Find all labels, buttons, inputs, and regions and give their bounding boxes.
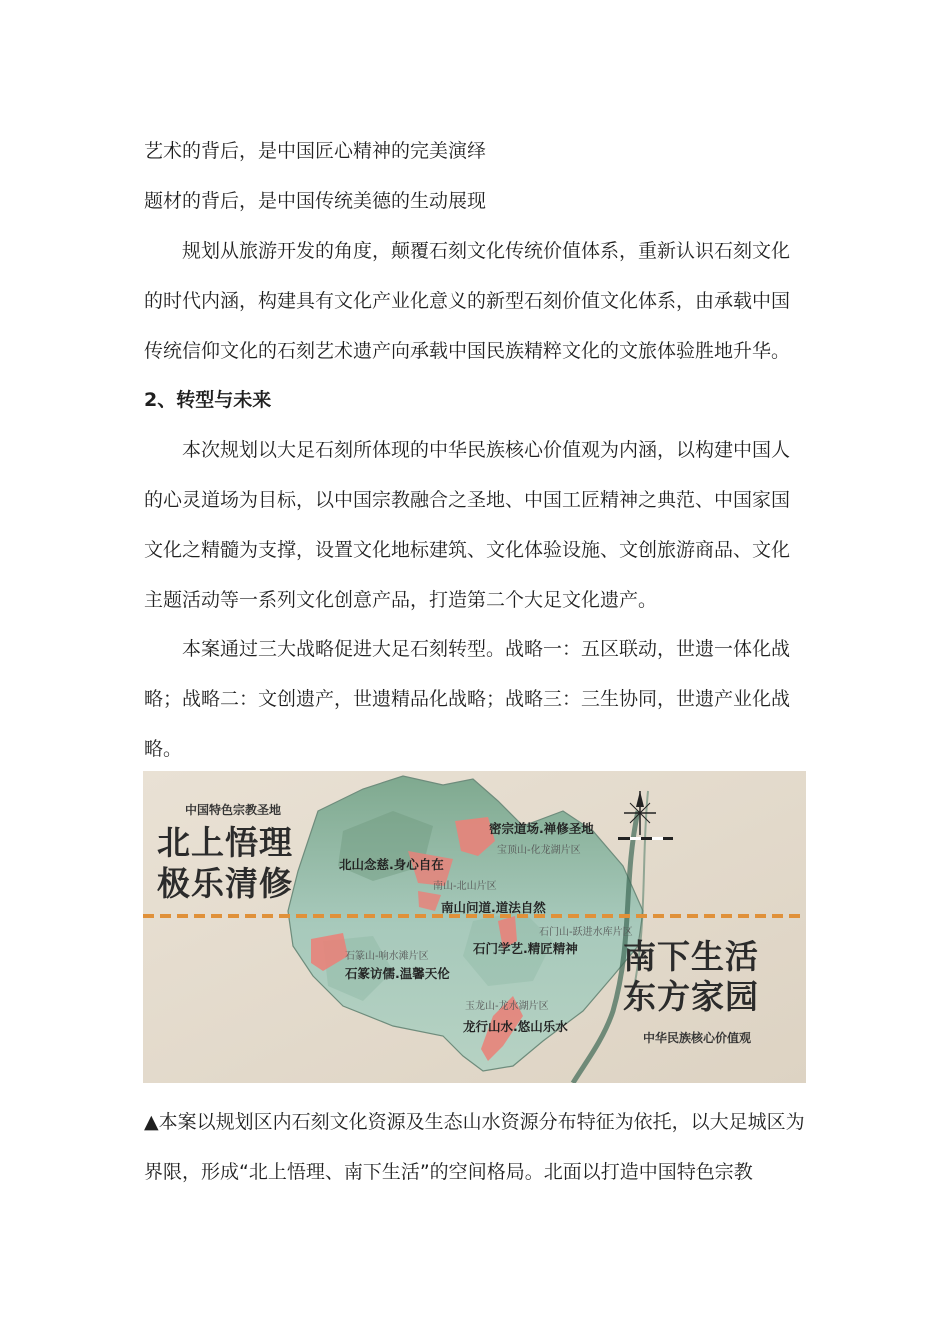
zone-yulong-sub: 玉龙山-龙水湖片区 bbox=[465, 1001, 549, 1012]
zone-baoding-title: 密宗道场.禅修圣地 bbox=[489, 821, 594, 836]
zone-shizhuan-title: 石篆访儒.温馨天伦 bbox=[345, 966, 450, 981]
north-title-2: 极乐清修 bbox=[157, 864, 293, 903]
zone-shimen-title: 石门学艺.精匠精神 bbox=[473, 941, 578, 956]
planning-map bbox=[143, 771, 806, 1083]
zone-baoding-sub: 宝顶山-化龙湖片区 bbox=[497, 845, 581, 856]
south-title-2: 东方家园 bbox=[623, 977, 759, 1016]
zone-nanshan-title: 南山问道.道法自然 bbox=[441, 900, 546, 915]
south-tag: 中华民族核心价值观 bbox=[643, 1031, 752, 1045]
zone-yulong-title: 龙行山水.悠山乐水 bbox=[463, 1019, 568, 1034]
zone-nanshan-sub: 南山-北山片区 bbox=[433, 881, 497, 892]
section-heading: 2、转型与未来 bbox=[144, 389, 272, 411]
intro-line-1: 艺术的背后，是中国匠心精神的完美演绎 bbox=[144, 140, 487, 162]
zone-shizhuan-sub: 石篆山-响水滩片区 bbox=[345, 951, 429, 962]
north-title-1: 北上悟理 bbox=[157, 823, 293, 862]
south-title-1: 南下生活 bbox=[623, 937, 759, 976]
zone-beishan-title: 北山念慈.身心自在 bbox=[339, 857, 444, 872]
paragraph-3: 本案通过三大战略促进大足石刻转型。战略一：五区联动，世遗一体化战略；战略二：文创遗产，世遗精品化战略；战略三：三生协同，世遗产业化战略。 bbox=[144, 638, 791, 760]
zone-shimen-sub: 石门山-跃进水库片区 bbox=[539, 927, 633, 938]
scale-bar-icon bbox=[618, 837, 673, 840]
intro-line-2: 题材的背后，是中国传统美德的生动展现 bbox=[144, 190, 487, 212]
figure-caption: ▲本案以规划区内石刻文化资源及生态山水资源分布特征为依托，以大足城区为界限，形成“北上悟理、南下生活”的空间格局。北面以打造中国特色宗教 bbox=[144, 1111, 805, 1183]
paragraph-2: 本次规划以大足石刻所体现的中华民族核心价值观为内涵，以构建中国人的心灵道场为目标，以中国宗教融合之圣地、中国工匠精神之典范、中国家国文化之精髓为支撑，设置文化地标建筑、文化体验设施、文创旅游商品、文化主题活动等一系列文化创意产品，打造第二个大足文化遗产。 bbox=[144, 439, 791, 611]
north-tag: 中国特色宗教圣地 bbox=[185, 803, 282, 817]
paragraph-1: 规划从旅游开发的角度，颠覆石刻文化传统价值体系，重新认识石刻文化的时代内涵，构建具有文化产业化意义的新型石刻价值文化体系，由承载中国传统信仰文化的石刻艺术遗产向承载中国民族精粹文化的文旅体验胜地升华。 bbox=[144, 240, 791, 362]
